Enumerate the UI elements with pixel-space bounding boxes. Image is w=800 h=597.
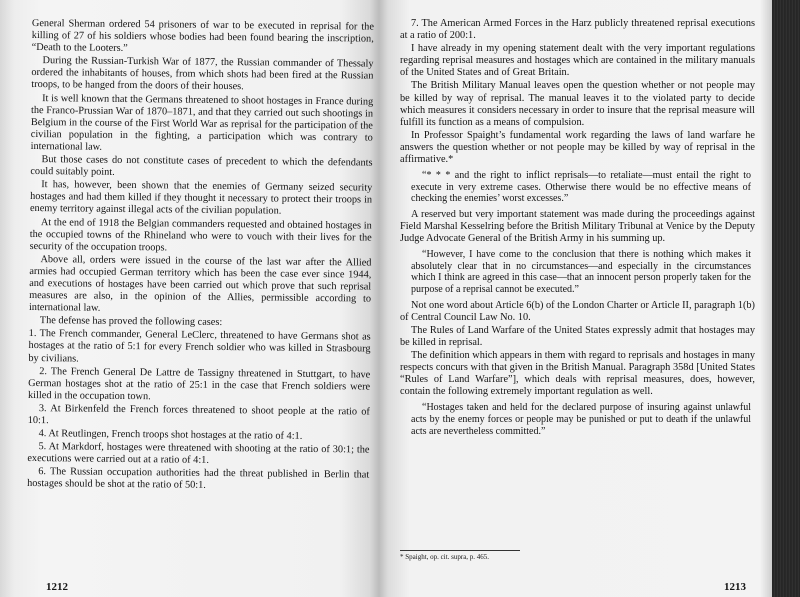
paragraph: 1. The French commander, General LeClerc, threatened to have Germans shot as hostages at the ratio of 5:1 for every French soldier who was killed in Strasbourg by civilians.: [28, 328, 371, 365]
left-page-number: 1212: [46, 581, 68, 593]
block-quote: “Hostages taken and held for the declared purpose of insuring against unlawful acts by the enemy forces or people may be punished or put to death if the unlawful acts are nevertheless committed.”: [411, 402, 751, 437]
paragraph: 3. At Birkenfeld the French forces threatened to shoot people at the ratio of 10:1.: [27, 403, 370, 427]
left-page: [14, 0, 380, 597]
footnote: [400, 550, 755, 561]
page-edges: [772, 0, 800, 597]
paragraph: It has, however, been shown that the enemies of Germany seized security hostages and had them killed if they thought it necessary to protect their troops in enemy territory against illegal acts of the civilian population.: [29, 179, 373, 218]
paragraph: 6. The Russian occupation authorities had the threat published in Berlin that hostages should be shot at the ratio of 50:1.: [27, 466, 370, 492]
paragraph: 4. At Reutlingen, French troops shot hostages at the ratio of 4:1.: [38, 428, 303, 442]
footnote-rule: [400, 550, 520, 551]
right-page: [384, 0, 774, 597]
paragraph: It is well known that the Germans threatened to shoot hostages in France during the Franco-Prussian War of 1870–1871, and that they carried out such shootings in Belgium in the course of the First World War as reprisal for the participation of the civilian population in the fighting, a participation which was contrary to international law.: [30, 92, 374, 153]
footnote-text: * Spaight, op. cit. supra, p. 465.: [400, 553, 490, 561]
paragraph: A reserved but very important statement was made during the proceedings against Field Marshal Kesselring before the British Military Tribunal at Venice by the Deputy Judge Advocate General of the British Army in his summing up.: [400, 208, 755, 245]
paragraph: But those cases do not constitute cases of precedent to which the defendants could suitably point.: [30, 154, 373, 178]
paragraph: The defense has proved the following cases:: [39, 315, 223, 329]
paragraph: 5. At Markdorf, hostages were threatened with shooting at the ratio of 30:1; the executions were carried out at a ratio of 4:1.: [27, 441, 370, 467]
paragraph: In Professor Spaight’s fundamental work regarding the laws of land warfare he answers the question whether or not people may be killed by way of reprisal in the affirmative.*: [400, 129, 755, 166]
right-page-number: 1213: [724, 581, 746, 593]
paragraph: The Rules of Land Warfare of the United States expressly admit that hostages may be killed in reprisal.: [400, 324, 755, 348]
block-quote: “However, I have come to the conclusion that there is nothing which makes it absolutely clear that in no circumstances—and especially in the circumstances which I think are agreed in this case—that an innocent person properly taken for the purpose of a reprisal cannot be executed.”: [411, 249, 751, 295]
paragraph: I have already in my opening statement dealt with the very important regulations regarding reprisal measures and hostages which are contained in the military manuals of the United States and of Great Britain.: [400, 43, 755, 79]
paragraph: 7. The American Armed Forces in the Harz publicly threatened reprisal executions at a ratio of 200:1.: [400, 18, 755, 42]
block-quote: “* * * and the right to inflict reprisals—to retaliate—must entail the right to execute in very extreme cases. Otherwise there would be no effective means of checking the enemies’ worst excesses.”: [411, 170, 751, 205]
paragraph: At the end of 1918 the Belgian commanders requested and obtained hostages in the occupied towns of the Rhineland who were to vouch with their lives for the security of the occupation troops.: [29, 216, 372, 254]
right-page-text: [400, 18, 755, 441]
paragraph: Above all, orders were issued in the course of the last war after the Allied armies had occupied German territory which has been the case ever since 1944, and executions of hostages have been carried out which prove that such reprisal measures are also, in the opinion of the Allies, permissible according to international law.: [28, 253, 372, 314]
paragraph: Not one word about Article 6(b) of the London Charter or Article II, paragraph 1(b) of Central Council Law No. 10.: [400, 299, 755, 323]
paragraph: During the Russian-Turkish War of 1877, the Russian commander of Thessaly ordered the inhabitants of houses, from which shots had been fired at the Russian troops, to be hanged from the doors of their houses.: [31, 55, 374, 93]
paragraph: 2. The French General De Lattre de Tassigny threatened in Stuttgart, to have German hostages shot at the ratio of 25:1 in the case that French soldiers were killed in the occupation town.: [27, 365, 371, 403]
left-page-text: [27, 18, 374, 495]
paragraph: The British Military Manual leaves open the question whether or not people may be killed by way of reprisal. The manual leaves it to the violated party to decide which measures it considers necessary in order to insure that the reprisal measure will fulfill its function as a means of compulsion.: [400, 80, 755, 128]
paragraph: General Sherman ordered 54 prisoners of war to be executed in reprisal for the killing of 27 of his soldiers whose bodies had been found bearing the inscription, “Death to the Looters.”: [31, 18, 374, 55]
paragraph: The definition which appears in them with regard to reprisals and hostages in many respects concurs with that given in the British Manual. Paragraph 358d [United States “Rules of Land Warfare”], which deals with reprisal measures, does, however, contain the following extremely important regulation as well.: [400, 349, 755, 398]
